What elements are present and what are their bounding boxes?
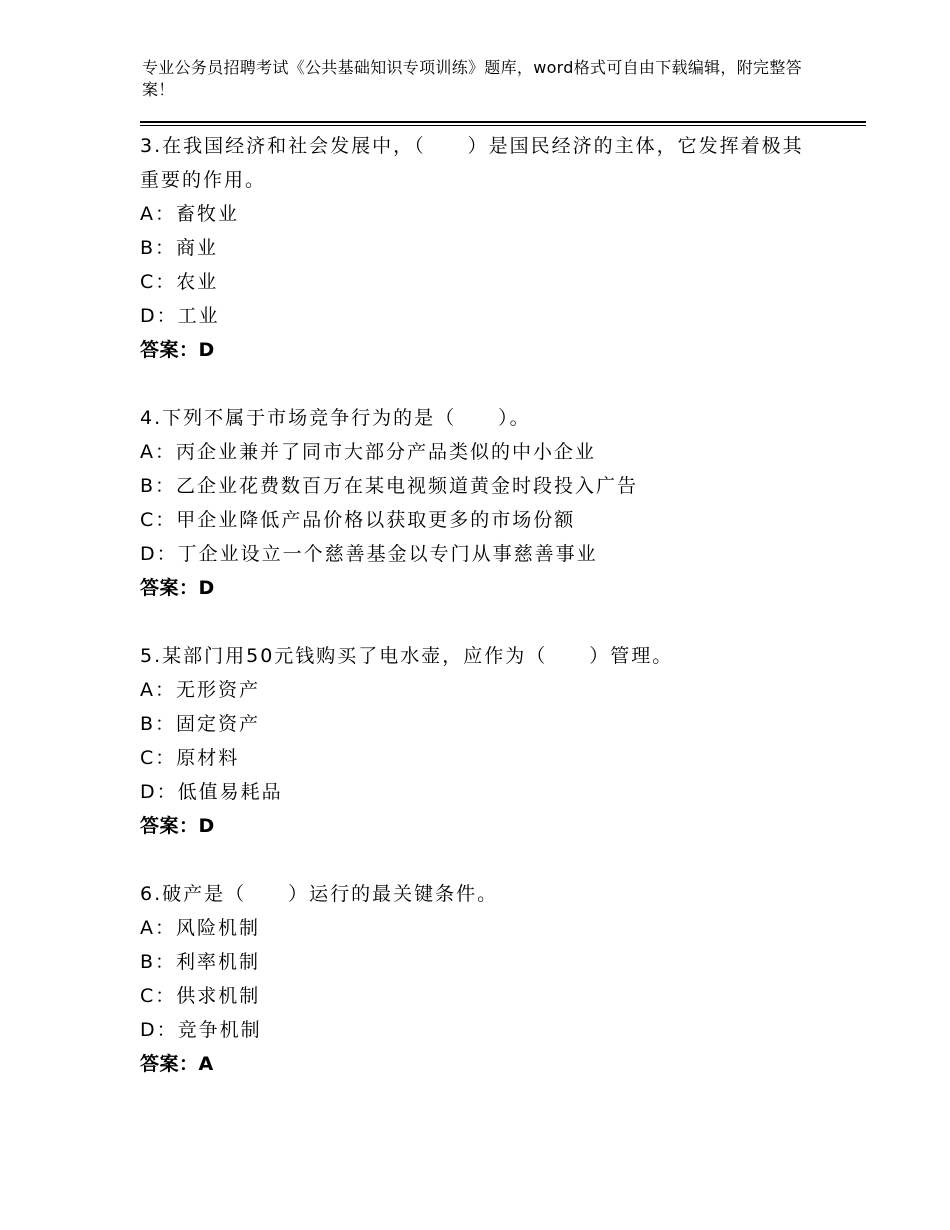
- question-list: [140, 129, 820, 1115]
- option-d: D：竞争机制: [140, 1019, 262, 1041]
- answer-key: D: [198, 815, 215, 837]
- option-b: B：固定资产: [140, 713, 261, 735]
- question-3: [140, 129, 820, 367]
- question-6: [140, 877, 820, 1081]
- answer-line: [140, 571, 820, 605]
- answer-line: [140, 333, 820, 367]
- option-d: D：工业: [140, 305, 220, 327]
- option-d: D：丁企业设立一个慈善基金以专门从事慈善事业: [140, 543, 598, 565]
- header-rule-thin: [140, 125, 866, 126]
- option-a: A：无形资产: [140, 679, 260, 701]
- answer-line: [140, 1047, 820, 1081]
- option-b: B：乙企业花费数百万在某电视频道黄金时段投入广告: [140, 475, 639, 497]
- question-5: [140, 639, 820, 843]
- option-a: A：风险机制: [140, 917, 260, 939]
- question-stem: 5.某部门用50元钱购买了电水壶，应作为（ ）管理。: [140, 645, 674, 667]
- answer-key: D: [198, 339, 215, 361]
- header-rule-thick: [140, 121, 866, 123]
- option-d: D：低值易耗品: [140, 781, 283, 803]
- answer-key: D: [198, 577, 215, 599]
- answer-label: 答案：: [140, 1053, 199, 1075]
- option-b: B：利率机制: [140, 951, 261, 973]
- option-c: C：甲企业降低产品价格以获取更多的市场份额: [140, 509, 576, 531]
- option-c: C：供求机制: [140, 985, 261, 1007]
- option-a: A：畜牧业: [140, 203, 239, 225]
- answer-label: 答案：: [140, 577, 199, 599]
- answer-label: 答案：: [140, 339, 199, 361]
- question-stem: 6.破产是（ ）运行的最关键条件。: [140, 883, 499, 905]
- answer-key: A: [198, 1053, 214, 1075]
- option-c: C：原材料: [140, 747, 240, 769]
- document-header: 专业公务员招聘考试《公共基础知识专项训练》题库，word格式可自由下载编辑，附完整答案！: [142, 58, 802, 99]
- option-b: B：商业: [140, 237, 219, 259]
- option-c: C：农业: [140, 271, 219, 293]
- question-stem: 3.在我国经济和社会发展中，（ ）是国民经济的主体，它发挥着极其重要的作用。: [140, 135, 804, 191]
- answer-line: [140, 809, 820, 843]
- question-stem: 4.下列不属于市场竞争行为的是（ ）。: [140, 407, 531, 429]
- question-4: [140, 401, 820, 605]
- option-a: A：丙企业兼并了同市大部分产品类似的中小企业: [140, 441, 596, 463]
- answer-label: 答案：: [140, 815, 199, 837]
